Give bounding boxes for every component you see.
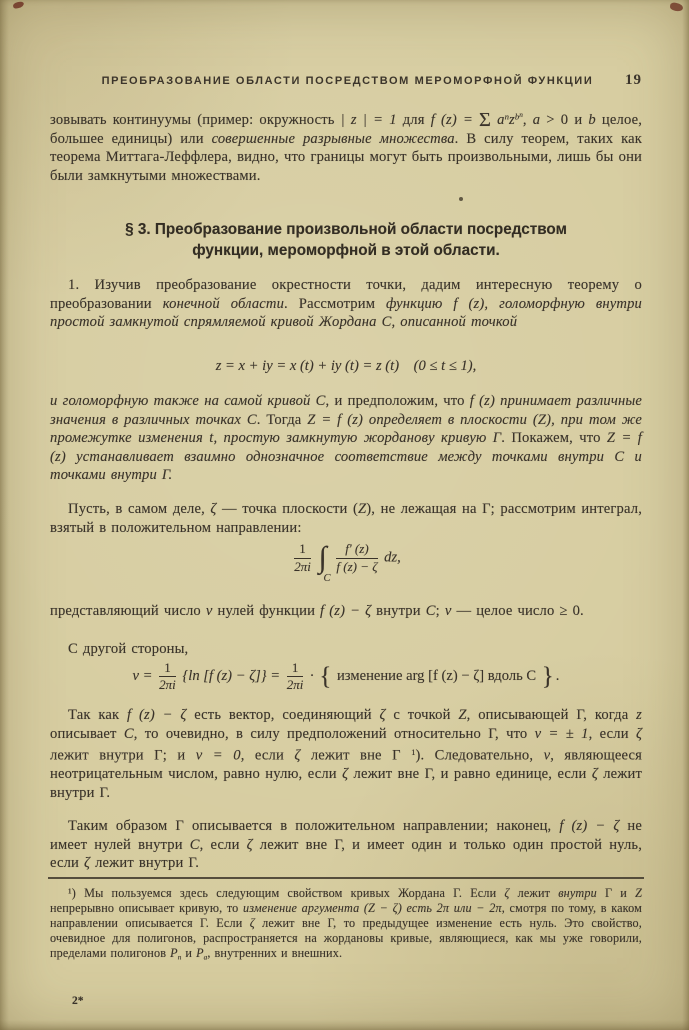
formula-period: .: [555, 668, 560, 685]
ink-speck: [459, 197, 463, 201]
page-edge-shading-right: [682, 0, 689, 1030]
curve-parametrization-formula: z = x + iy = x (t) + iy (t) = z (t) (0 ≤ t ≤ 1),: [215, 358, 477, 374]
page-edge-shading-left: [0, 0, 9, 1030]
running-title: ПРЕОБРАЗОВАНИЕ ОБЛАСТИ ПОСРЕДСТВОМ МЕРОМОРФНОЙ ФУНКЦИИ: [101, 75, 594, 87]
footnote-text: ¹) Мы пользуемся здесь следующим свойством кривых Жордана Γ. Если ζ лежит внутри Γ и Z непрерывно описывает кривую, то изменение аргумента (Z − ζ) есть 2π или − 2π, смотря по тому, в каком направлении описывается Γ. Если ζ лежит вне Γ, то предыдущее изменение есть нуль. Это свойство, очевидное для полигонов, распространяется на жордановы кривые, являющиеся, как мы уже говорили, пределами полигонов $P_n$ и $P_a$, внутренних и внешних.: [50, 886, 642, 962]
coefficient-fraction: $\frac{1}{2\pi i}$: [294, 541, 311, 574]
paragraph-vector-argument: Так как f (z) − ζ есть вектор, соединяющий ζ с точкой Z, описывающей Γ, когда z описывает C, то очевидно, в силу предположений относительно Γ, что ν = ± 1, если ζ лежит внутри Γ; и ν = 0, если ζ лежит вне Γ $^1$). Следовательно, ν, являющееся неотрицательным числом, равно нулю, если ζ лежит вне Γ, и равно единице, если ζ лежит внутри Γ.: [50, 707, 643, 801]
printer-signature-mark: 2*: [72, 995, 84, 1007]
page-edge-shading-bottom: [0, 1020, 689, 1030]
fraction-2: $\frac{1}{2\pi i}$: [286, 660, 304, 693]
fraction-1: $\frac{1}{2\pi i}$: [159, 660, 176, 693]
dot-operator: ·: [306, 668, 318, 685]
section-heading: [64, 220, 628, 261]
scan-stain-top-left: [12, 1, 24, 9]
paragraph-theorem-intro: 1. Изучив преобразование окрестности точки, дадим интересную теорему о преобразовании конечной области. Рассмотрим функцию f (z), голоморфную внутри простой замкнутой спрямляемой кривой Жордана C, описанной точкой: [50, 277, 642, 331]
paragraph-conclusion: Таким образом Γ описывается в положительном направлении; наконец, f (z) − ζ не имеет нулей внутри C, если ζ лежит вне Γ, и имеет один и только один простой нуль, если ζ лежит внутри Γ.: [50, 818, 642, 872]
section-heading-line1: § 3. Преобразование произвольной области посредством: [125, 221, 567, 238]
section-heading-line2: функции, мероморфной в этой области.: [192, 241, 500, 259]
left-brace: {: [319, 662, 332, 690]
footnote-rule: [48, 877, 644, 879]
running-header: [50, 72, 642, 89]
paragraph-continuums: зовывать континуумы (пример: окружность | z | = 1 для f (z) = Σ $a^nz^{bn}$, a > 0 и b целое, большее единицы) или совершенные разрывные множества. В силу теорем, таких как теорема Миттага-Леффлера, видно, что границы могут быть произвольными, лишь бы они были замкнутыми множествами.: [50, 108, 643, 184]
paragraph-on-other-hand: С другой стороны,: [68, 641, 189, 657]
nu-equals: ν =: [132, 668, 157, 685]
paragraph-holomorphic-on-curve: и голоморфную также на самой кривой C, и предположим, что f (z) принимает различные значения в различных точках C. Тогда Z = f (z) определяет в плоскости (Z), при том же промежутке изменения t, простую замкнутую жорданову кривую Γ. Покажем, что Z = f (z) устанавливает взаимно однозначное соответствие между точками внутри C и точками внутри Γ.: [50, 393, 642, 484]
integral-differential: dz,: [384, 549, 401, 566]
argument-variation-formula: [50, 661, 642, 693]
argument-change-text: изменение arg [f (z) − ζ] вдоль C: [333, 668, 540, 685]
contour-integral-formula: [50, 541, 642, 584]
integrand-fraction: $\frac{f' (z)}{f (z) - \zeta}$: [336, 541, 378, 574]
page-number: 19: [625, 72, 642, 88]
right-brace: }: [541, 662, 554, 690]
log-term: {ln [f (z) − ζ]} =: [178, 668, 284, 685]
paragraph-let-zeta: Пусть, в самом деле, ζ — точка плоскости (Z), не лежащая на Γ; рассмотрим интеграл, взятый в положительном направлении:: [50, 501, 642, 536]
paragraph-zero-count: представляющий число ν нулей функции f (z) − ζ внутри C; ν — целое число ≥ 0.: [50, 603, 584, 619]
integral-sign: ∫ C: [318, 541, 331, 584]
